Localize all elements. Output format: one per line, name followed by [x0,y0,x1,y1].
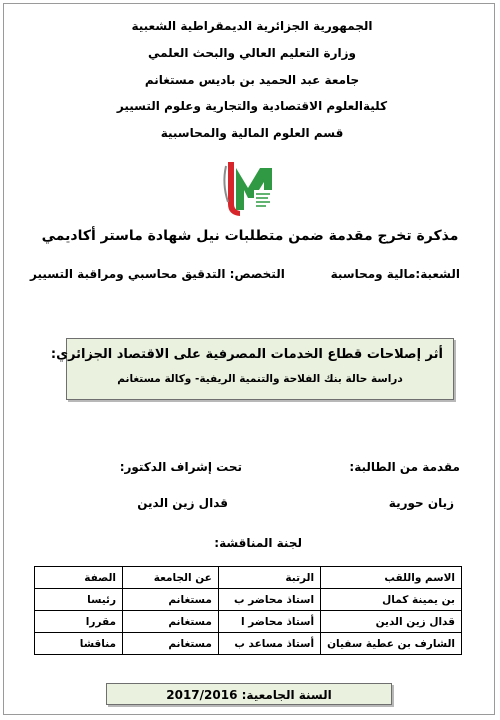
member-rank: استاذ محاضر ب [218,589,320,611]
table-row [35,589,462,611]
header-cell-rank: الرتبة [218,567,320,589]
member-name: الشارف بن عطية سفيان [321,633,462,655]
header-department: قسم العلوم المالية والمحاسبية [160,126,344,141]
student-name: زيان حورية [388,496,454,510]
branch-label: الشعبة:مالية ومحاسبة [330,267,460,281]
header-cell-name: الاسم واللقب [321,567,462,589]
university-logo-icon [218,154,282,218]
table-row [35,611,462,633]
supervisor-name: قدال زين الدين [137,496,228,510]
institution-header [72,18,432,152]
branch-specialty-row [30,267,460,285]
table-header-row [35,567,462,589]
header-cell-role: الصفة [35,567,123,589]
header-university: جامعة عبد الحميد بن باديس مستغانم [144,72,360,87]
member-role: مقررا [35,611,123,633]
table-row [35,633,462,655]
header-cell-university: عن الجامعة [123,567,219,589]
memoire-title: مذكرة تخرج مقدمة ضمن متطلبات نيل شهادة ماستر أكاديمي [41,228,459,244]
specialty-label: التخصص: التدقيق محاسبي ومراقبة التسيير [30,267,285,281]
header-faculty: كليةالعلوم الاقتصادية والتجارية وعلوم التسيير [116,99,388,114]
member-university: مستغانم [123,633,219,655]
thesis-title-box [50,338,454,400]
thesis-title: أثر إصلاحات قطاع الخدمات المصرفية على الاقتصاد الجزائري: [50,347,443,362]
member-name: بن يمينة كمال [321,589,462,611]
supervisor-label: تحت إشراف الدكتور: [119,460,242,474]
header-republic: الجمهورية الجزائرية الديمقراطية الشعبية [131,19,373,33]
member-university: مستغانم [123,611,219,633]
people-section [50,460,460,520]
thesis-subtitle: دراسة حالة بنك الفلاحة والتنمية الريفية- وكالة مستغانم [117,373,403,385]
member-role: مناقشا [35,633,123,655]
student-label: مقدمة من الطالبة: [349,460,460,474]
committee-table [34,566,462,655]
member-university: مستغانم [123,589,219,611]
member-rank: أستاذ مساعد ب [218,633,320,655]
member-rank: أستاذ محاضر ا [218,611,320,633]
committee-title: لجنة المناقشة: [214,536,302,550]
academic-year-box: السنة الجامعية: 2017/2016 [106,683,392,705]
member-name: قدال زين الدين [321,611,462,633]
header-ministry: وزارة التعليم العالي والبحث العلمي [147,45,357,60]
member-role: رئيسا [35,589,123,611]
